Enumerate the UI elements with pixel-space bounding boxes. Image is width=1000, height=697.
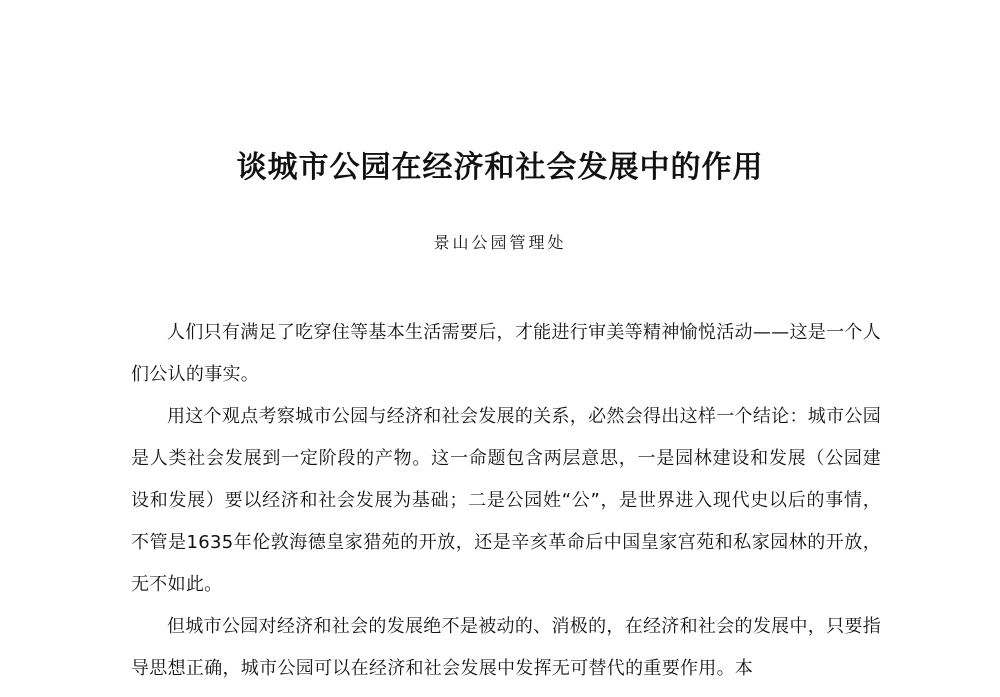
paragraph-2: 用这个观点考察城市公园与经济和社会发展的关系，必然会得出这样一个结论：城市公园是人类社会发展到一定阶段的产物。这一命题包含两层意思，一是园林建设和发展（公园建设和发展）要以经济和社会发展为基础；二是公园姓“公”，是世界进入现代史以后的事情，不管是1635年伦敦海德皇家猎苑的开放，还是辛亥革命后中国皇家宫苑和私家园林的开放，无不如此。: [131, 406, 881, 595]
document-author: 景山公园管理处: [433, 233, 567, 252]
document-body: [131, 312, 881, 690]
paragraph-3: 但城市公园对经济和社会的发展绝不是被动的、消极的，在经济和社会的发展中，只要指导思想正确，城市公园可以在经济和社会发展中发挥无可替代的重要作用。本: [131, 616, 881, 679]
paragraph-1: 人们只有满足了吃穿住等基本生活需要后，才能进行审美等精神愉悦活动——这是一个人们公认的事实。: [131, 322, 881, 385]
document-title: 谈城市公园在经济和社会发展中的作用: [236, 150, 764, 185]
